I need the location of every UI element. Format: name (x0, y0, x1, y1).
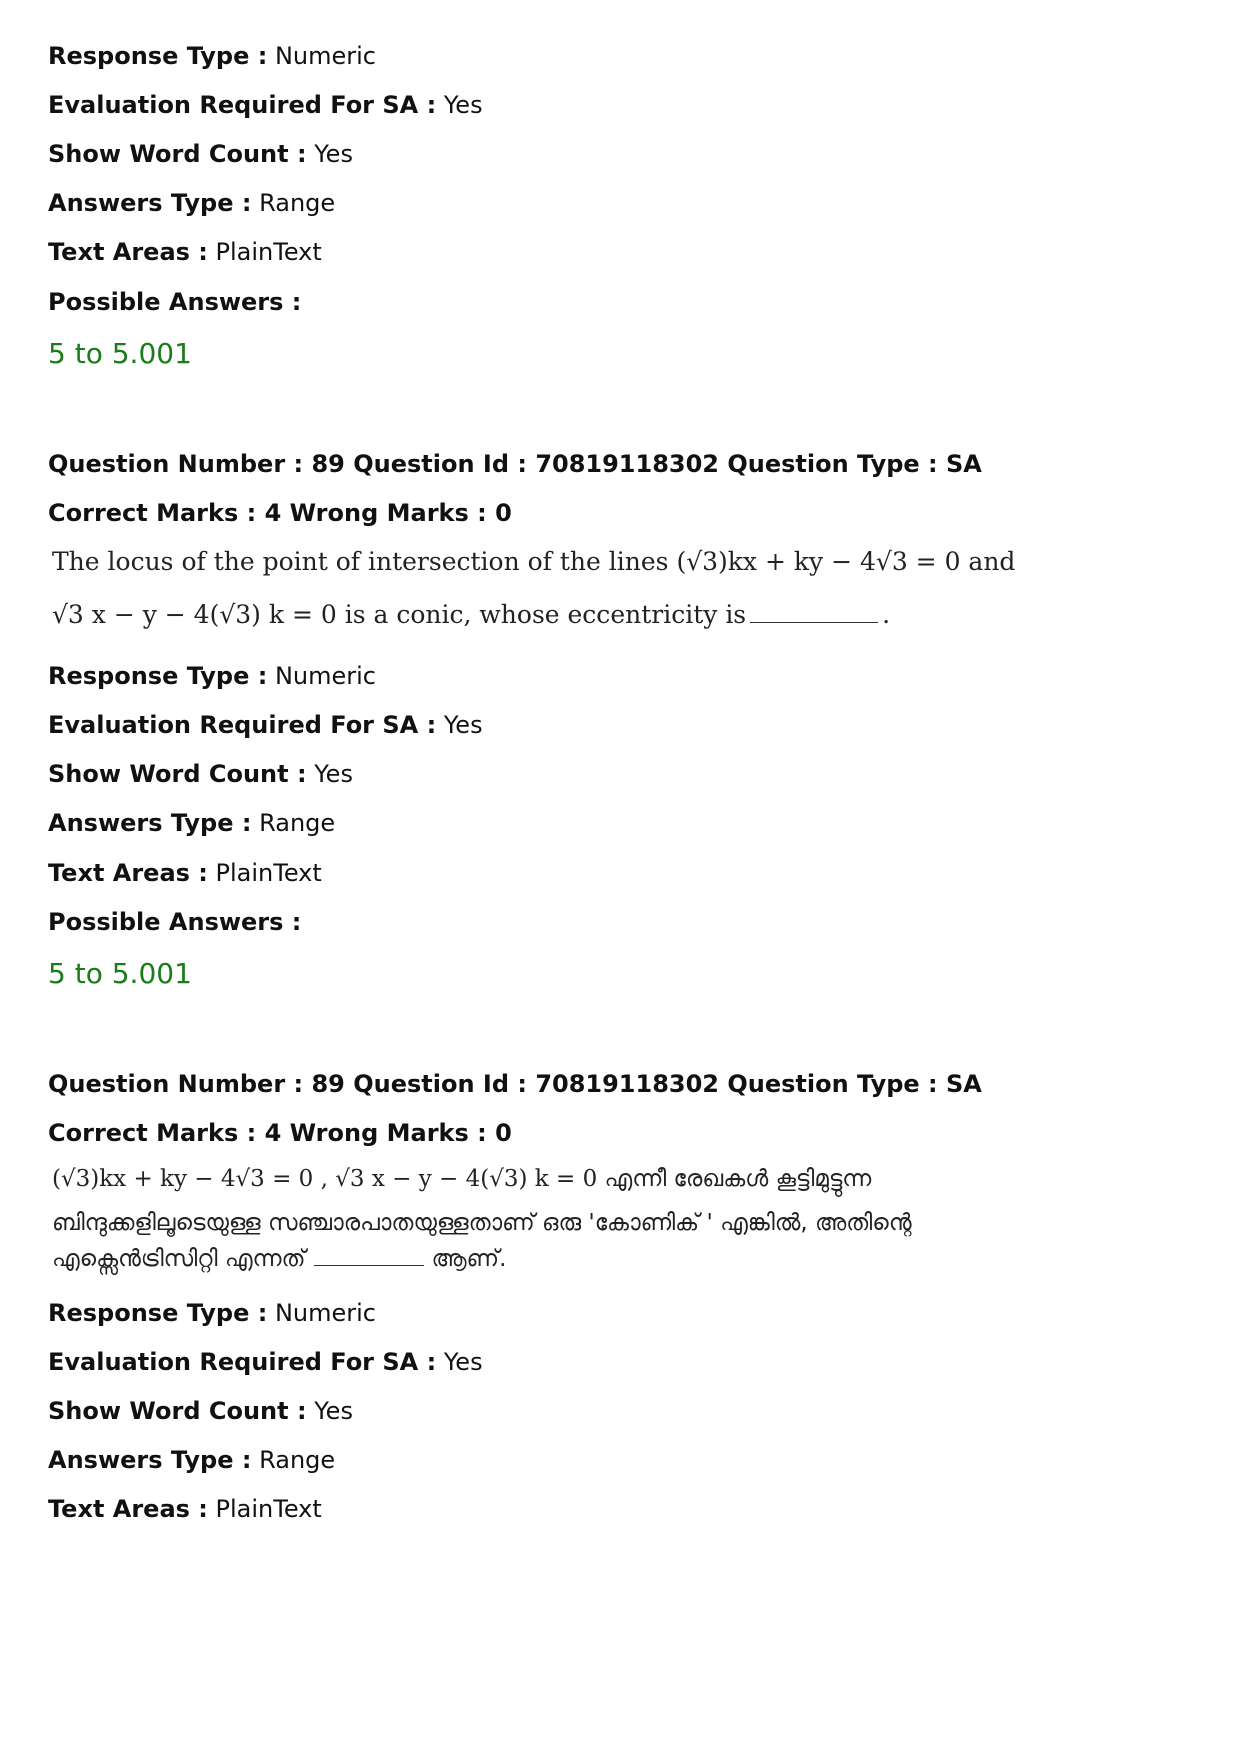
response-type-label: Response Type : (48, 42, 268, 70)
question-text-line-3-start: എക്സെൻട്രിസിറ്റി എന്നത് (52, 1246, 306, 1272)
answer-blank (750, 621, 878, 623)
answers-type-row (48, 1444, 335, 1476)
response-type-value: Numeric (274, 42, 376, 70)
response-type-row (48, 660, 376, 692)
text-areas-row (48, 236, 322, 268)
evaluation-required-label: Evaluation Required For SA : (48, 91, 437, 119)
response-type-value: Numeric (274, 1299, 376, 1327)
evaluation-required-label: Evaluation Required For SA : (48, 1348, 437, 1376)
text-areas-value: PlainText (215, 238, 322, 266)
question-header-text: Question Number : 89 Question Id : 70819118302 Question Type : SA (48, 450, 982, 478)
evaluation-required-row (48, 1346, 483, 1378)
response-type-label: Response Type : (48, 662, 268, 690)
response-type-row (48, 1297, 376, 1329)
possible-answers-row (48, 286, 301, 318)
evaluation-required-value: Yes (443, 1348, 483, 1376)
answers-type-value: Range (259, 189, 336, 217)
evaluation-required-value: Yes (443, 711, 483, 739)
question-text-line-2-main: √3 x − y − 4(√3) k = 0 is a conic, whose eccentricity is (52, 600, 747, 629)
show-word-count-row (48, 138, 353, 170)
question-text-line-2: ബിന്ദുക്കളിലൂടെയുള്ള സഞ്ചാരപാതയുള്ളതാണ് ഒരു 'കോണിക് ' എങ്കിൽ, അതിന്റെ (52, 1210, 912, 1236)
show-word-count-row (48, 758, 353, 790)
answers-type-label: Answers Type : (48, 189, 252, 217)
show-word-count-label: Show Word Count : (48, 1397, 307, 1425)
answers-type-label: Answers Type : (48, 1446, 252, 1474)
text-areas-label: Text Areas : (48, 238, 208, 266)
possible-answer-value: 5 to 5.001 (48, 337, 192, 370)
text-areas-label: Text Areas : (48, 859, 208, 887)
possible-answers-row (48, 906, 301, 938)
question-text-line-2-end: . (882, 600, 891, 629)
answers-type-row (48, 187, 335, 219)
question-text-line-2 (52, 598, 890, 632)
question-text-line-3-end: ആണ്. (431, 1246, 507, 1272)
show-word-count-value: Yes (314, 760, 353, 788)
question-marks-text: Correct Marks : 4 Wrong Marks : 0 (48, 1119, 512, 1147)
response-type-value: Numeric (274, 662, 376, 690)
possible-answer-value: 5 to 5.001 (48, 957, 192, 990)
text-areas-value: PlainText (215, 859, 322, 887)
evaluation-required-value: Yes (443, 91, 483, 119)
answers-type-row (48, 807, 335, 839)
question-header-text: Question Number : 89 Question Id : 70819118302 Question Type : SA (48, 1070, 982, 1098)
text-areas-label: Text Areas : (48, 1495, 208, 1523)
response-type-row (48, 40, 376, 72)
question-text-line-1: (√3)kx + ky − 4√3 = 0 , √3 x − y − 4(√3) k = 0 എന്നീ രേഖകൾ കൂട്ടിമുട്ടുന്ന (52, 1166, 872, 1192)
response-type-label: Response Type : (48, 1299, 268, 1327)
answers-type-value: Range (259, 1446, 336, 1474)
answers-type-value: Range (259, 809, 336, 837)
answers-type-label: Answers Type : (48, 809, 252, 837)
question-marks (48, 1117, 512, 1149)
text-areas-row (48, 1493, 322, 1525)
answer-blank (314, 1264, 424, 1266)
question-header (48, 1068, 982, 1100)
show-word-count-label: Show Word Count : (48, 140, 307, 168)
show-word-count-value: Yes (314, 1397, 353, 1425)
evaluation-required-label: Evaluation Required For SA : (48, 711, 437, 739)
text-areas-row (48, 857, 322, 889)
question-marks-text: Correct Marks : 4 Wrong Marks : 0 (48, 499, 512, 527)
show-word-count-row (48, 1395, 353, 1427)
possible-answers-label: Possible Answers : (48, 908, 302, 936)
question-text-line-1: The locus of the point of intersection of the lines (√3)kx + ky − 4√3 = 0 and (52, 547, 1016, 576)
question-marks (48, 497, 512, 529)
possible-answers-label: Possible Answers : (48, 288, 302, 316)
question-text-line-3 (52, 1242, 506, 1276)
question-header (48, 448, 982, 480)
text-areas-value: PlainText (215, 1495, 322, 1523)
evaluation-required-row (48, 709, 483, 741)
evaluation-required-row (48, 89, 483, 121)
show-word-count-value: Yes (314, 140, 353, 168)
show-word-count-label: Show Word Count : (48, 760, 307, 788)
